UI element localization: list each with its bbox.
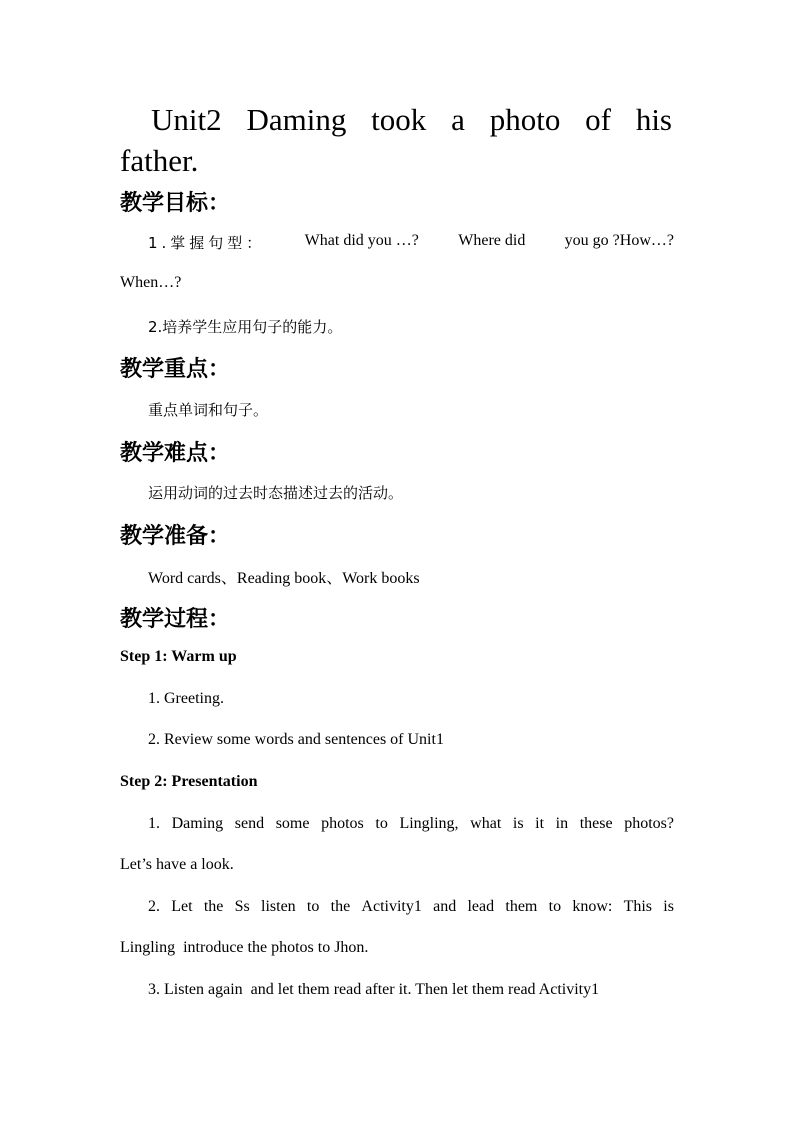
title-line-1: [120, 99, 672, 140]
word: what: [470, 815, 502, 832]
process-heading: 教学过程：: [120, 607, 231, 632]
step-1-item-1: 1. Greeting.: [148, 690, 224, 707]
step-1-item-2: 2. Review some words and sentences of Unit1: [148, 731, 444, 748]
difficulties-heading: 教学难点：: [120, 441, 231, 466]
word: in: [555, 815, 569, 832]
title-line-2: father.: [120, 143, 199, 178]
objective-item-1-part-a: What did you …?: [304, 232, 419, 249]
step-2-item-1: [148, 815, 674, 833]
word: Activity1: [361, 898, 422, 915]
key-points-heading: 教学重点：: [120, 357, 231, 382]
word: Unit2: [151, 102, 222, 137]
word: 1.: [148, 815, 160, 832]
word: Let: [171, 898, 193, 915]
word: a: [451, 102, 465, 137]
word: the: [203, 898, 224, 915]
word: these: [579, 815, 613, 832]
word: Lingling,: [399, 815, 459, 832]
word: listen: [261, 898, 296, 915]
step-2-item-3: 3. Listen again and let them read after it. Then let them read Activity1: [148, 981, 600, 998]
word: photos: [321, 815, 364, 832]
step-2-item-2: [148, 898, 674, 916]
word: of: [585, 102, 611, 137]
word: it: [535, 815, 545, 832]
word: This: [623, 898, 653, 915]
word: to: [306, 898, 320, 915]
key-points-text: 重点单词和句子。: [148, 401, 269, 419]
word: Daming: [246, 102, 347, 137]
objective-item-2: 2.培养学生应用句子的能力。: [148, 318, 343, 336]
step-2-title: Step 2: Presentation: [120, 773, 258, 790]
word: photos?: [624, 815, 674, 832]
word: the: [330, 898, 351, 915]
step-2-item-1-continued: Let’s have a look.: [120, 856, 234, 873]
word: and: [433, 898, 457, 915]
document-title: [120, 99, 672, 181]
step-2-item-2-continued: Lingling introduce the photos to Jhon.: [120, 939, 369, 956]
word: Daming: [171, 815, 224, 832]
objective-item-1-prefix: 1.掌握句型：: [148, 234, 266, 252]
objective-item-1: [148, 232, 674, 253]
objective-item-1-part-c: you go ?How…?: [564, 232, 674, 249]
objective-item-1-part-b: Where did: [458, 232, 526, 249]
word: send: [234, 815, 265, 832]
preparation-heading: 教学准备：: [120, 524, 231, 549]
word: is: [512, 815, 524, 832]
difficulties-text: 运用动词的过去时态描述过去的活动。: [148, 484, 404, 502]
word: lead: [467, 898, 495, 915]
word: took: [371, 102, 427, 137]
word: 2.: [148, 898, 160, 915]
word: some: [275, 815, 310, 832]
word: Ss: [234, 898, 250, 915]
objectives-heading: 教学目标：: [120, 191, 231, 216]
word: them: [505, 898, 538, 915]
word: to: [548, 898, 562, 915]
objective-item-1-continued: When…?: [120, 274, 182, 291]
word: know:: [572, 898, 613, 915]
word: photo: [489, 102, 561, 137]
preparation-text: Word cards、Reading book、Work books: [148, 570, 420, 587]
word: to: [375, 815, 388, 832]
word: is: [663, 898, 674, 915]
step-1-title: Step 1: Warm up: [120, 648, 237, 665]
word: his: [635, 102, 672, 137]
